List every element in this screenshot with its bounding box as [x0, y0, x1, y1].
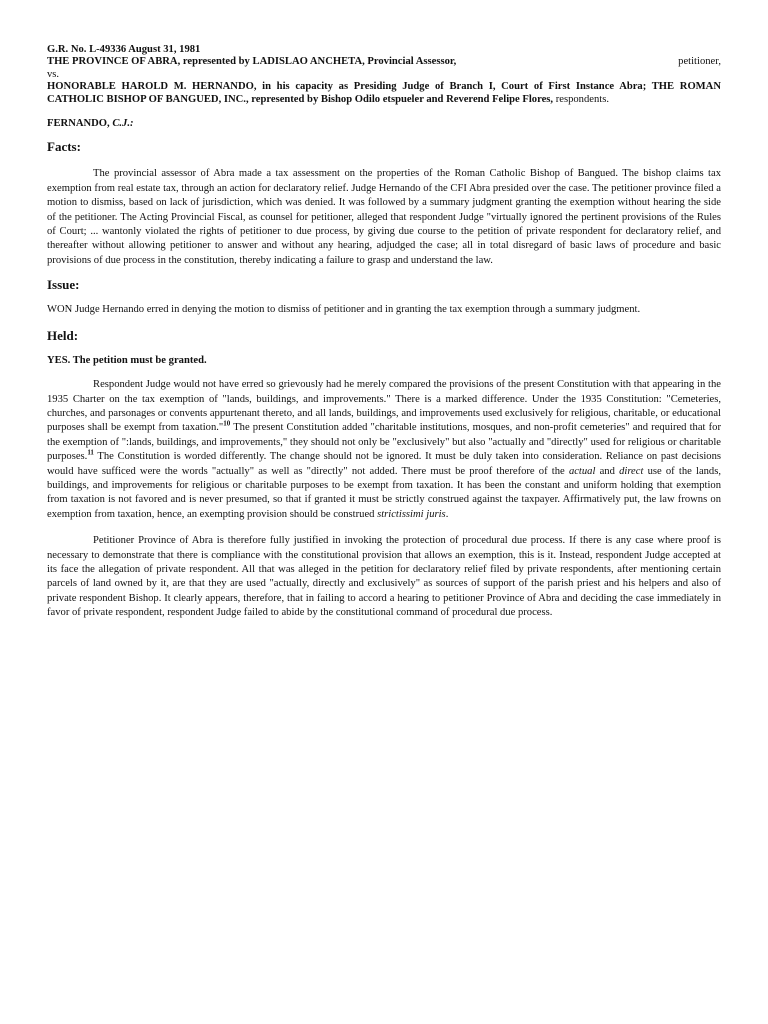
ruling-statement: YES. The petition must be granted. [47, 354, 207, 366]
held-p1-part-d: use of the lands, buildings, and improvements for religious or charitable purposes to be exempt from taxation. It has been the constant and uniform holding that exemption from taxation is not favored and is never presumed, so that if granted it must be strictly construed against the taxpayer. Affirmatively put, the law frowns on exemption from taxation, hence, an exempting provision should be construed [47, 465, 722, 520]
versus: vs. [47, 68, 60, 80]
ponente-title: C.J.: [112, 118, 134, 130]
italic-strictissimi-juris: strictissimi juris [377, 508, 446, 520]
held-p1-part-b: The present Constitution added "charitable institutions, mosques, and non-profit cemeteries" and required that for the exemption of ":lands, buildings, and improvements," they should not only be "exclusively" but also "actually and "directly" used for religious or charitable purposes. [47, 422, 721, 463]
petitioner-party: THE PROVINCE OF ABRA, represented by LADISLAO ANCHETA, Provincial Assessor, [47, 56, 457, 68]
document-page [47, 44, 721, 621]
case-number: G.R. No. L-49336 August 31, 1981 [47, 44, 201, 55]
held-paragraph-1 [47, 378, 721, 522]
respondent-line [47, 81, 721, 106]
footnote-11: 11 [87, 448, 94, 457]
held-p1-and: and [595, 465, 620, 477]
held-p1-part-c: The Constitution is worded differently. The change should not be ignored. It must be duly taken into consideration. Reliance on past decisions would have sufficed were the words "actually" as well as "directly" not added. There must be proof therefore of the [47, 451, 721, 477]
ponente [47, 118, 721, 130]
facts-heading: Facts: [47, 139, 81, 155]
issue-heading: Issue: [47, 277, 80, 293]
petitioner-line [47, 56, 721, 68]
petitioner-role: petitioner, [678, 56, 721, 68]
issue-paragraph: WON Judge Hernando erred in denying the motion to dismiss of petitioner and in granting the tax exemption through a summary judgment. [47, 304, 641, 316]
footnote-10: 10 [223, 419, 231, 428]
facts-paragraph: The provincial assessor of Abra made a tax assessment on the properties of the Roman Catholic Bishop of Bangued. The bishop claims tax exemption from real estate tax, through an action for declaratory relief. Judge Hernando of the CFI Abra presided over the case. The petitioner province filed a motion to dismiss, based on lack of jurisdiction, which was denied. It was followed by a summary judgment granting the exemption without hearing the side of the petitioner. The Acting Provincial Fiscal, as counsel for petitioner, alleged that respondent Judge "virtually ignored the pertinent provisions of the Rules of Court; ... wantonly violated the rights of petitioner to due process, by giving due course to the petition of private respondent for declaratory relief, and thereafter without allowing petitioner to answer and without any hearing, adjudged the case; all in total disregard of basic laws of procedure and basic provisions of due process in the constitution, thereby indicating a failure to grasp and understand the law. [47, 168, 721, 266]
respondent-role: respondents. [553, 93, 609, 105]
ponente-name: FERNANDO, [47, 118, 113, 130]
held-paragraph-2: Petitioner Province of Abra is therefore fully justified in invoking the protection of procedural due process. If there is any case where proof is necessary to demonstrate that there is compliance with the constitutional provision that allows an exemption, this is it. Instead, respondent Judge accepted at its face the allegation of private respondent. All that was alleged in the petition for declaratory relief filed by private respondents, after mentioning certain parcels of land owned by it, are that they are used "actually, directly and exclusively" as sources of support of the parish priest and his helpers and also of private respondent Bishop. It clearly appears, therefore, that in failing to accord a hearing to petitioner Province of Abra and deciding the case immediately in favor of private respondent, respondent Judge failed to abide by the constitutional command of procedural due process. [47, 535, 721, 619]
italic-direct: direct [619, 465, 644, 477]
respondent-parties: HONORABLE HAROLD M. HERNANDO, in his capacity as Presiding Judge of Branch I, Court of First Instance Abra; THE ROMAN CATHOLIC BISHOP OF BANGUED, INC., represented by Bishop Odilo etspueler and Reverend Felipe Flores, [47, 81, 721, 105]
held-p1-part-a: Respondent Judge would not have erred so grievously had he merely compared the provisions of the present Constitution with that appearing in the 1935 Charter on the tax exemption of "lands, buildings, and improvements." There is a marked difference. Under the 1935 Constitution: "Cemeteries, churches, and parsonages or convents appurtenant thereto, and all lands, buildings, and improvements used exclusively for religious, charitable, or educational purposes shall be exempt from taxation." [47, 379, 721, 434]
held-p1-end: . [445, 508, 449, 520]
italic-actual: actual [568, 465, 596, 477]
held-heading: Held: [47, 327, 79, 343]
